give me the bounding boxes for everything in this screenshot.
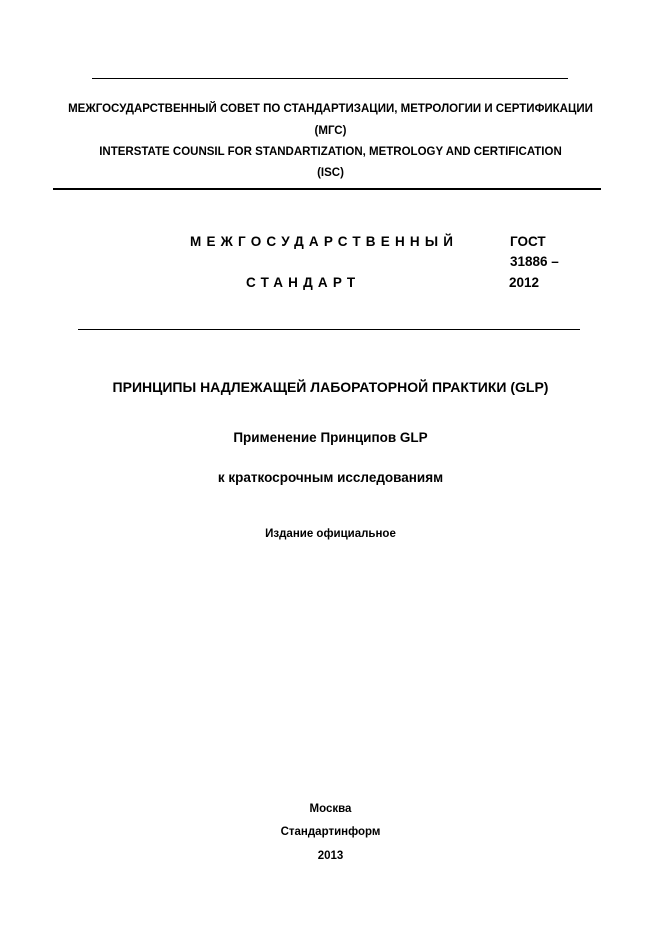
document-title: ПРИНЦИПЫ НАДЛЕЖАЩЕЙ ЛАБОРАТОРНОЙ ПРАКТИКИ (GLP) [112,379,549,395]
standard-type-line2: СТАНДАРТ [246,275,361,290]
council-name-ru: МЕЖГОСУДАРСТВЕННЫЙ СОВЕТ ПО СТАНДАРТИЗАЦИИ, МЕТРОЛОГИИ И СЕРТИФИКАЦИИ [68,103,593,115]
gost-number: 31886 – [510,254,559,269]
publisher-city: Москва [309,803,352,815]
document-subtitle-line2: к краткосрочным исследованиям [217,470,444,485]
header-divider [53,188,601,190]
council-name-en: INTERSTATE COUNSIL FOR STANDARTIZATION, METROLOGY AND CERTIFICATION [99,146,562,158]
standard-divider [78,329,580,330]
gost-year: 2012 [509,275,540,290]
publication-year: 2013 [317,850,344,862]
council-abbr-ru: (МГС) [314,125,347,137]
standard-type-line1: МЕЖГОСУДАРСТВЕННЫЙ [190,234,459,249]
council-abbr-en: (ISC) [317,167,344,179]
top-divider [92,78,568,79]
document-subtitle-line1: Применение Принципов GLP [233,430,428,445]
publisher-name: Стандартинформ [280,826,381,838]
edition-note: Издание официальное [265,528,396,540]
gost-label: ГОСТ [510,234,546,249]
